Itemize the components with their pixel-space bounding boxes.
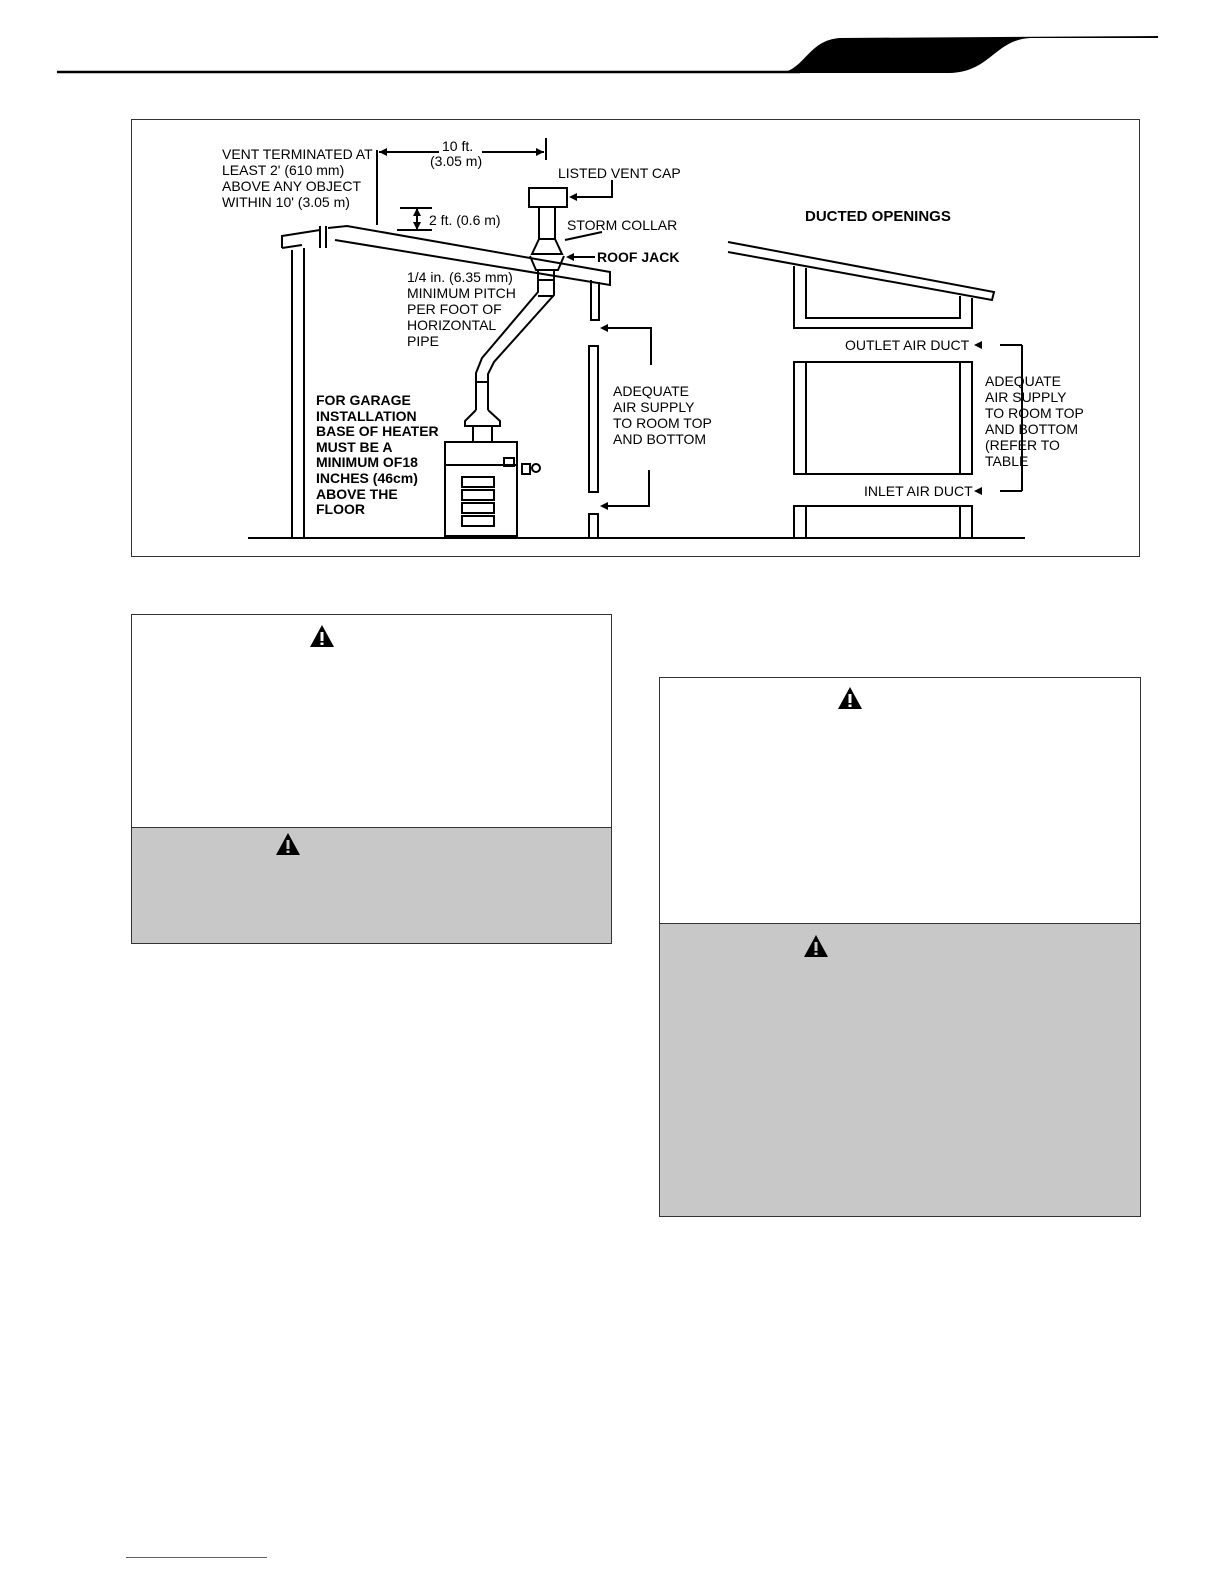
storm-collar-label: STORM COLLAR: [567, 217, 678, 233]
inlet-air-duct-label: INLET AIR DUCT: [864, 483, 973, 499]
adequate-air-right-label: ADEQUATE AIR SUPPLY TO ROOM TOP AND BOTTOM (REFER TO TABLE: [985, 373, 1084, 469]
header-band: [0, 0, 1224, 90]
outlet-air-duct-label: OUTLET AIR DUCT: [845, 337, 970, 353]
pitch-label: 1/4 in. (6.35 mm) MINIMUM PITCH PER FOOT OF HORIZONTAL PIPE: [407, 269, 516, 349]
roof-jack-label: ROOF JACK: [597, 249, 680, 265]
warning-box-left: [131, 614, 612, 944]
garage-note-label: FOR GARAGE INSTALLATION BASE OF HEATER MUST BE A MINIMUM OF18 INCHES (46cm) ABOVE THE FLOOR: [316, 392, 439, 518]
warning-triangle-icon: [837, 686, 863, 710]
warning-triangle-icon: [275, 832, 301, 856]
vent-terminated-label: VENT TERMINATED AT LEAST 2' (610 mm) ABOVE ANY OBJECT WITHIN 10' (3.05 m): [222, 146, 373, 210]
ducted-openings-title: DUCTED OPENINGS: [805, 208, 951, 225]
footer-link-underline[interactable]: [126, 1557, 267, 1558]
ten-ft-label: 10 ft.: [442, 138, 474, 154]
caution-section: [132, 827, 611, 943]
venting-diagram: [131, 119, 1140, 557]
warning-triangle-icon: [803, 934, 829, 958]
adequate-air-left-label: ADEQUATE AIR SUPPLY TO ROOM TOP AND BOTTOM: [613, 383, 712, 447]
warning-triangle-icon: [309, 624, 335, 648]
warning-section: [132, 615, 611, 829]
two-ft-label: 2 ft. (0.6 m): [429, 212, 501, 228]
warning-section: [660, 678, 1140, 924]
ten-ft-metric-label: (3.05 m): [430, 153, 483, 169]
listed-vent-cap-label: LISTED VENT CAP: [558, 165, 681, 181]
caution-section: [660, 923, 1140, 1216]
warning-box-right: [659, 677, 1141, 1217]
